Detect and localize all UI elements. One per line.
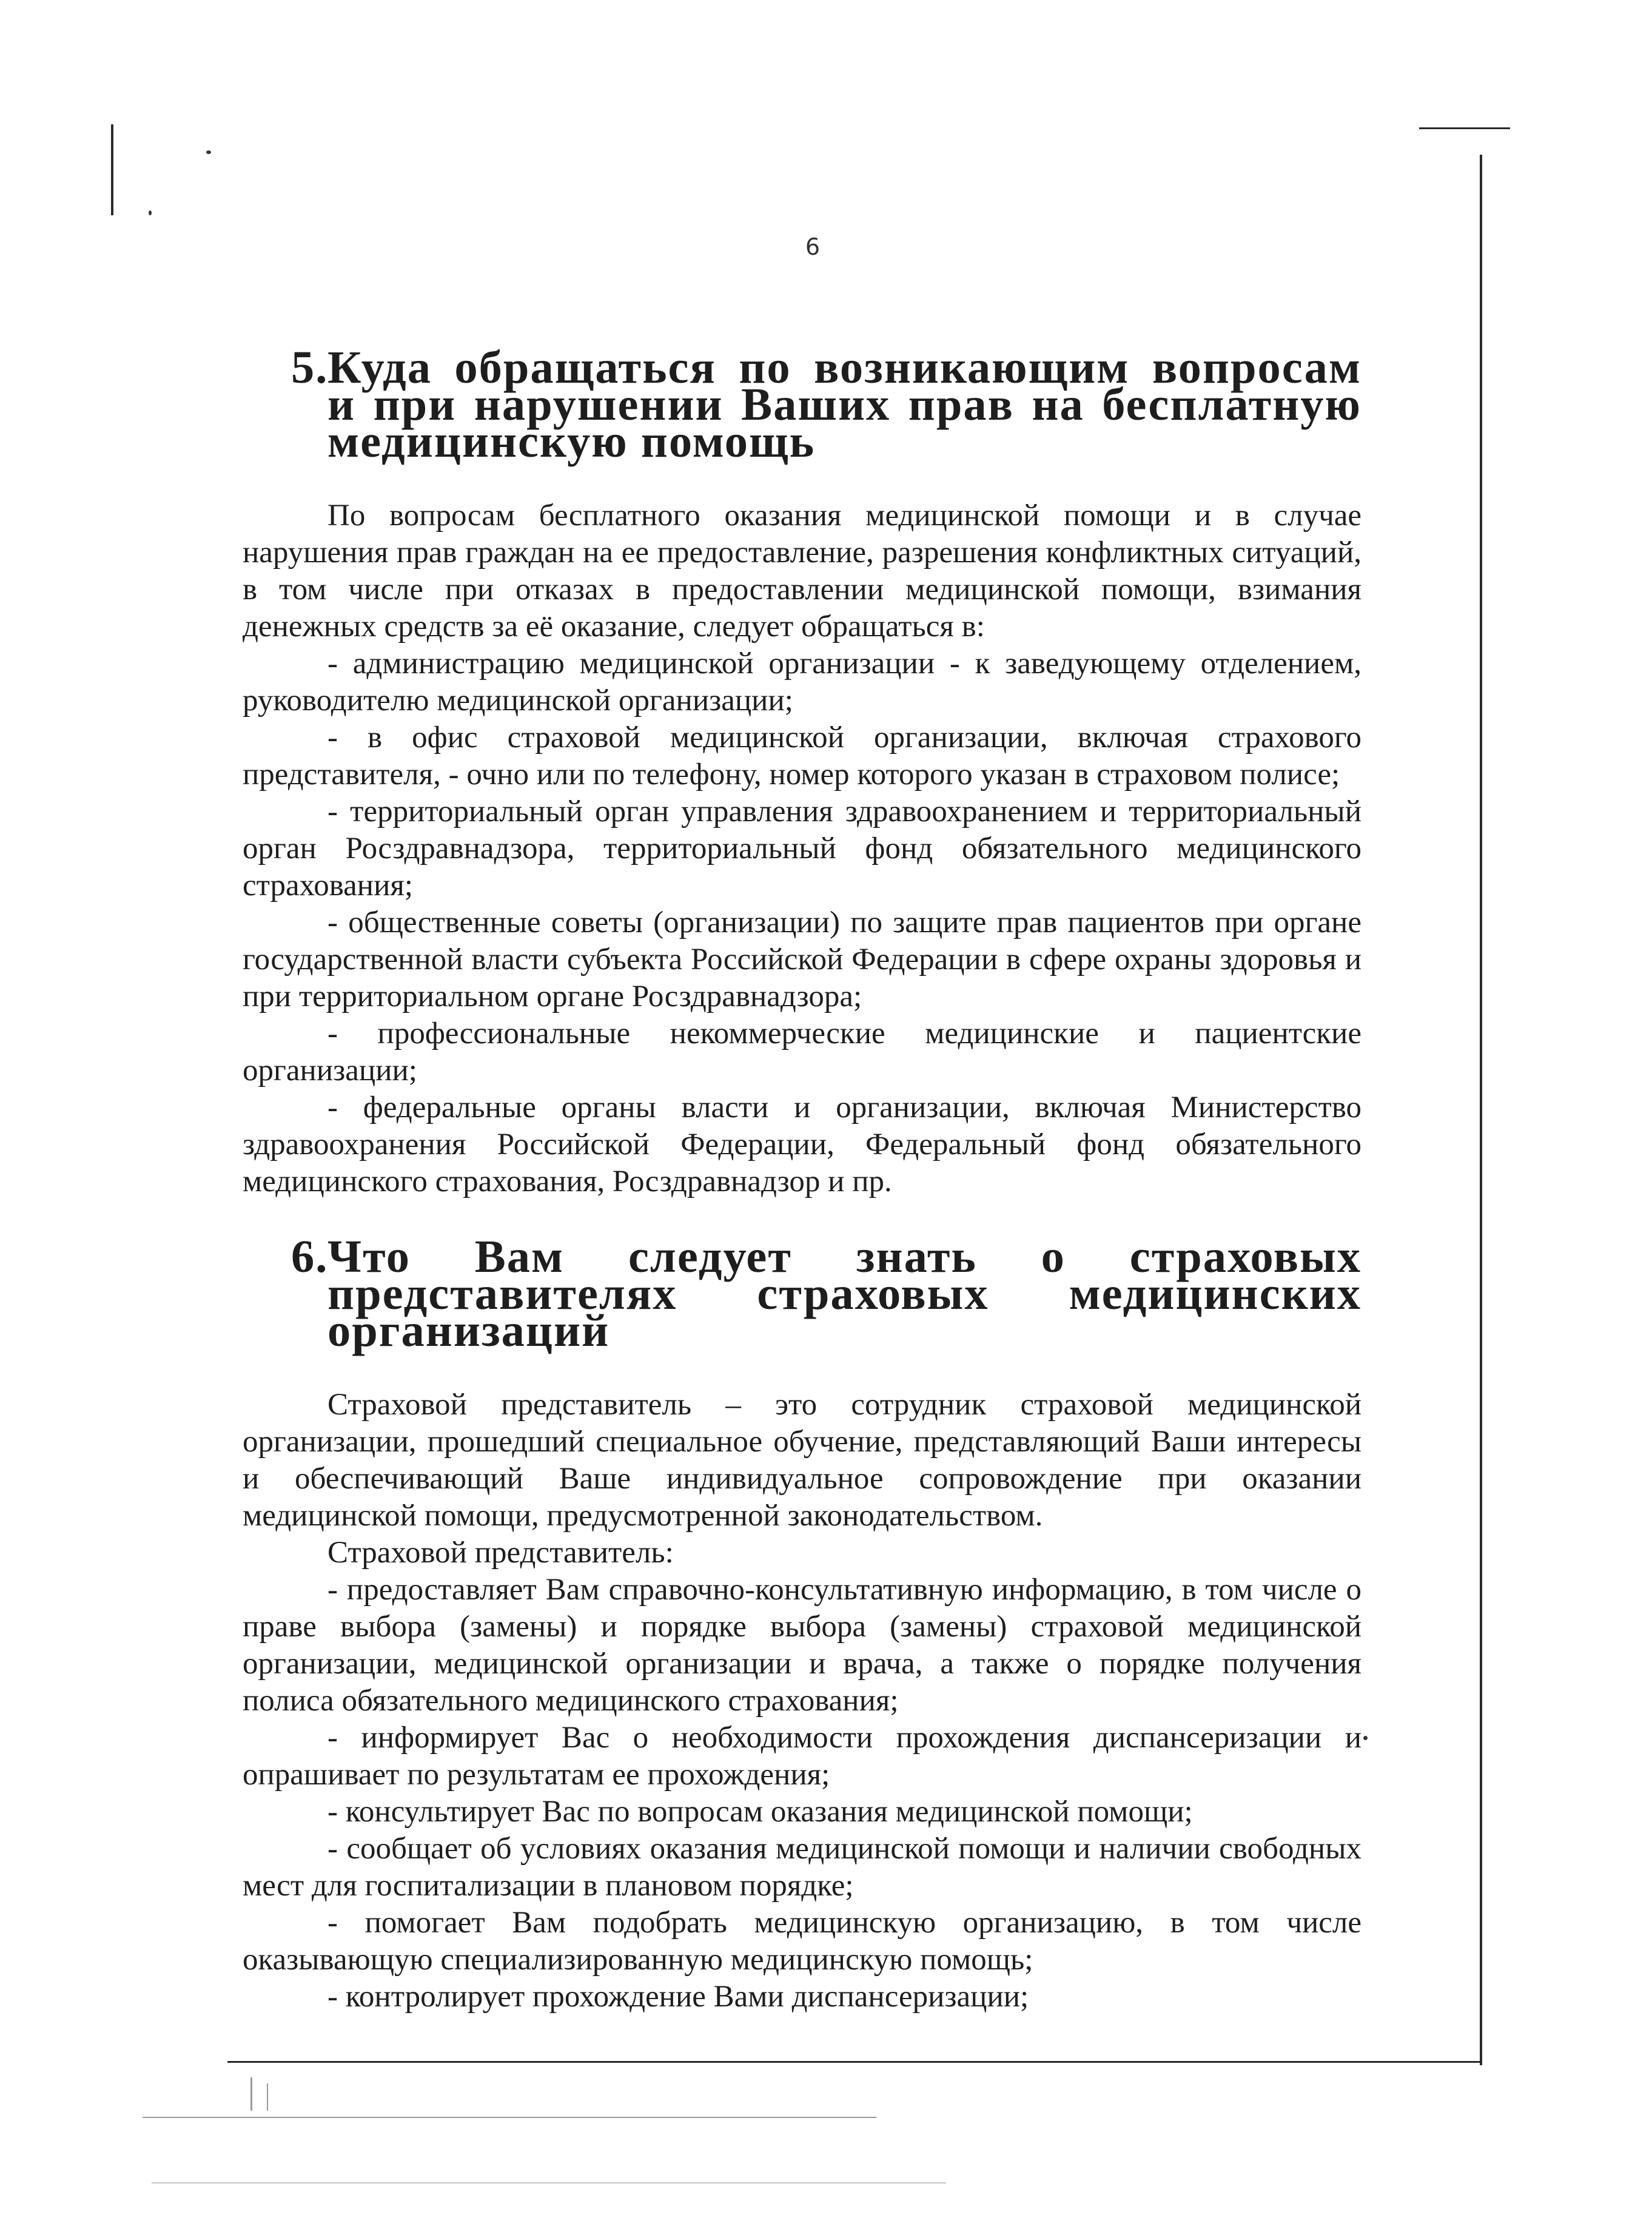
scan-speck bbox=[1363, 1736, 1368, 1740]
section-6-label: Страховой представитель: bbox=[327, 1536, 674, 1570]
page-number: 6 bbox=[805, 234, 821, 260]
section-5-item: - территориальный орган управления здравоохранением и территориальный орган Росздравнадзора, территориальный фонд обязательного медицинского страхования; bbox=[243, 795, 1362, 903]
scan-edge-bottom-lower-2 bbox=[152, 2182, 946, 2184]
section-5-intro: По вопросам бесплатного оказания медицинской помощи и в случае нарушения прав граждан на ее предоставление, разрешения конфликтных ситуаций, в том числе при отказах в предоставлении медицинской помощи, взимания денежных средств за её оказание, следует обращаться в: bbox=[243, 499, 1362, 644]
section-5-item: - федеральные органы власти и организации, включая Министерство здравоохранения Российской Федерации, Федеральный фонд обязательного медицинского страхования, Росздравнадзор и пр. bbox=[243, 1091, 1362, 1199]
section-6-item: - консультирует Вас по вопросам оказания медицинской помощи; bbox=[327, 1795, 1193, 1829]
section-6-heading bbox=[243, 1231, 1362, 1356]
section-5-number: 5. bbox=[291, 341, 329, 393]
section-5-heading bbox=[243, 341, 1362, 467]
section-6-item: - информирует Вас о необходимости прохождения диспансеризации и опрашивает по результатам ее прохождения; bbox=[243, 1721, 1362, 1792]
section-6-item: - предоставляет Вам справочно-консультативную информацию, в том числе о праве выбора (замены) и порядке выбора (замены) страховой медицинской организации, медицинской организации и врача, а также о порядке получения полиса обязательного медицинского страхования; bbox=[243, 1573, 1362, 1718]
section-6-item: - помогает Вам подобрать медицинскую организацию, в том числе оказывающую специализированную медицинскую помощь; bbox=[243, 1906, 1362, 1977]
section-5-item: - в офис страховой медицинской организации, включая страхового представителя, - очно или по телефону, номер которого указан в страховом полисе; bbox=[243, 721, 1362, 792]
section-6-item: - сообщает об условиях оказания медицинской помощи и наличии свободных мест для госпитализации в плановом порядке; bbox=[243, 1832, 1362, 1903]
section-6-item: - контролирует прохождение Вами диспансеризации; bbox=[327, 1980, 1029, 2014]
scan-edge-bottom-lower bbox=[143, 2117, 876, 2118]
scan-speck bbox=[206, 150, 211, 154]
section-6-title: Что Вам следует знать о страховых представителях страховых медицинских организаций bbox=[327, 1231, 1362, 1356]
scan-edge-right-top bbox=[1419, 127, 1510, 129]
document-body bbox=[243, 341, 1362, 2016]
scan-edge-bottom bbox=[227, 2061, 1482, 2063]
section-5-item: - профессиональные некоммерческие медицинские и пациентские организации; bbox=[243, 1017, 1362, 1088]
scan-edge-right bbox=[1480, 155, 1482, 2065]
scan-speck bbox=[149, 210, 152, 215]
scan-mark-bottom-left bbox=[250, 2077, 252, 2111]
section-6-number: 6. bbox=[291, 1231, 329, 1282]
section-6-intro: Страховой представитель – это сотрудник страховой медицинской организации, прошедший специальное обучение, представляющий Ваши интересы и обеспечивающий Ваше индивидуальное сопровождение при оказании медицинской помощи, предусмотренной законодательством. bbox=[243, 1388, 1362, 1533]
scan-edge-left-top bbox=[111, 124, 113, 215]
scan-mark-bottom-left-2 bbox=[267, 2083, 268, 2111]
section-5-item: - администрацию медицинской организации - к заведующему отделением, руководителю медицинской организации; bbox=[243, 647, 1362, 718]
section-5-item: - общественные советы (организации) по защите прав пациентов при органе государственной власти субъекта Российской Федерации в сфере охраны здоровья и при территориальном органе Росздравнадзора; bbox=[243, 906, 1362, 1014]
section-5-title: Куда обращаться по возникающим вопросам и при нарушении Ваших прав на бесплатную медицинскую помощь bbox=[327, 341, 1362, 467]
